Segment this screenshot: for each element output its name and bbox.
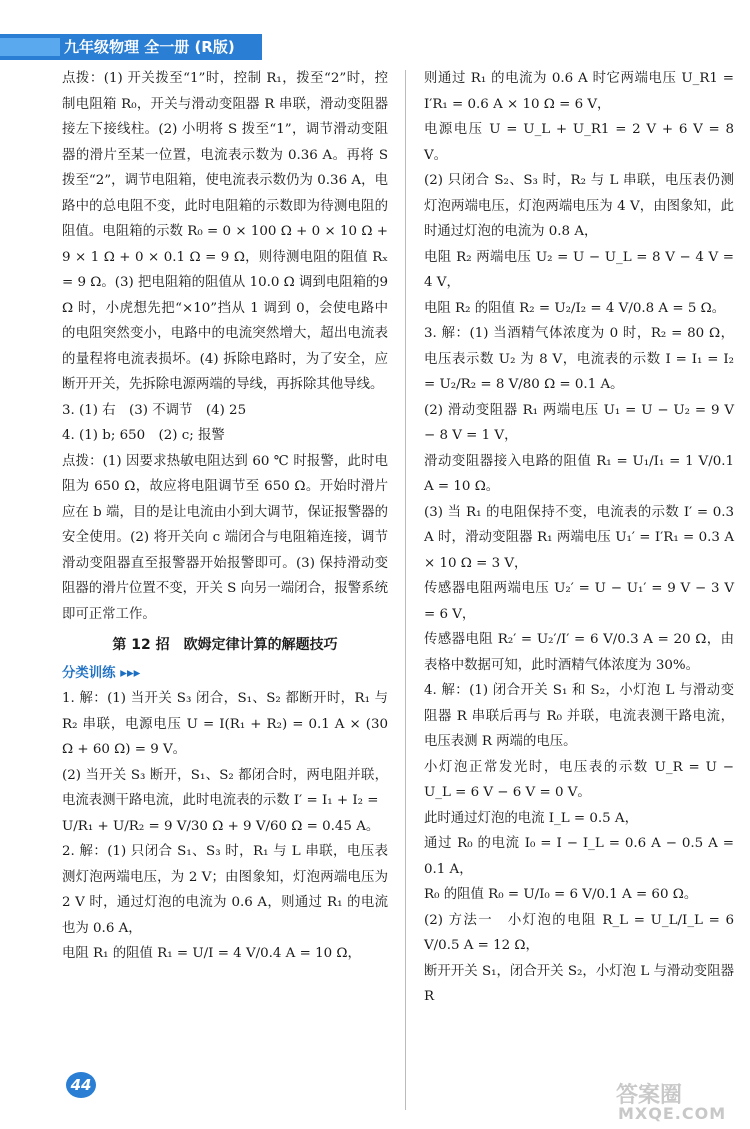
right-line-3: (2) 只闭合 S₂、S₃ 时，R₂ 与 L 串联，电压表仍测灯泡两端电压，灯泡两端电压为 4 V，由图象知，此时通过灯泡的电流为 0.8 A，: [424, 173, 734, 239]
right-line-1: 则通过 R₁ 的电流为 0.6 A 时它两端电压 U_R1 = I′R₁ = 0.6 A × 10 Ω = 6 V，: [424, 71, 734, 112]
right-line-9: (3) 当 R₁ 的电阻保持不变，电流表的示数 I′ = 0.3 A 时，滑动变阻器 R₁ 两端电压 U₁′ = I′R₁ = 0.3 A × 10 Ω = 3 V，: [424, 504, 734, 571]
answer-3: 3. (1) 右 (3) 不调节 (4) 25: [62, 402, 247, 418]
right-line-7: (2) 滑动变阻器 R₁ 两端电压 U₁ = U − U₂ = 9 V − 8 V = 1 V，: [424, 402, 734, 443]
right-column: [424, 66, 734, 1010]
right-line-2: 电源电压 U = U_L + U_R1 = 2 V + 6 V = 8 V。: [424, 122, 734, 163]
solution-2b: 电阻 R₁ 的阻值 R₁ = U/I = 4 V/0.4 A = 10 Ω，: [62, 946, 361, 961]
solution-1a: 1. 解：(1) 当开关 S₃ 闭合，S₁、S₂ 都断开时，R₁ 与 R₂ 串联，电源电压 U = I(R₁ + R₂) = 0.1 A × (30 Ω + 60 Ω) = 9 V。: [62, 691, 388, 757]
section-title: 第 12 招 欧姆定律计算的解题技巧: [112, 637, 338, 653]
left-column: [62, 66, 388, 967]
page-header-title: 九年级物理 全一册 (R版): [64, 38, 235, 56]
right-line-15: 通过 R₀ 的电流 I₀ = I − I_L = 0.6 A − 0.5 A = 0.1 A，: [424, 836, 734, 877]
right-line-11: 传感器电阻 R₂′ = U₂′/I′ = 6 V/0.3 A = 20 Ω，由表格中数据可知，此时酒精气体浓度为 30%。: [424, 632, 734, 673]
page-number: 44: [66, 1072, 96, 1098]
column-divider: [405, 70, 406, 1110]
right-line-18: 断开开关 S₁，闭合开关 S₂，小灯泡 L 与滑动变阻器 R: [424, 963, 734, 1004]
right-line-6: 3. 解：(1) 当酒精气体浓度为 0 时，R₂ = 80 Ω，电压表示数 U₂ 为 8 V，电流表的示数 I = I₁ = I₂ = U₂/R₂ = 8 V/80 Ω = 0.1 A。: [424, 326, 734, 392]
solution-1c: U/R₁ + U/R₂ = 9 V/30 Ω + 9 V/60 Ω = 0.45 A。: [62, 818, 380, 834]
solution-1b: (2) 当开关 S₃ 断开，S₁、S₂ 都闭合时，两电阻并联，电流表测干路电流，此时电流表的示数 I′ = I₁ + I₂ =: [62, 767, 388, 808]
right-line-13: 小灯泡正常发光时，电压表的示数 U_R = U − U_L = 6 V − 6 V = 0 V。: [424, 759, 734, 800]
watermark-url: MXQE.COM: [618, 1104, 727, 1123]
hint-paragraph-1: 点拨：(1) 开关拨至“1”时，控制 R₁，拨至“2”时，控制电阻箱 R₀，开关与滑动变阻器 R 串联，滑动变阻器接左下接线柱。(2) 小明将 S 拨至“1”，调节滑动变阻器的滑片至某一位置，电流表示数为 0.36 A。再将 S 拨至“2”，调节电阻箱，使电流表示数仍为 0.36 A，电路中的总电阻不变，此时电阻箱的示数即为待测电阻的阻值。电阻箱的示数 R₀ = 0 × 100 Ω + 0 × 10 Ω + 9 × 1 Ω + 0 × 0.1 Ω = 9 Ω，则待测电阻的阻值 Rₓ = 9 Ω。(3) 把电阻箱的阻值从 10.0 Ω 调到电阻箱的9 Ω 时，小虎想先把“×10”挡从 1 调到 0，会使电路中的电阻突然变小，电路中的电流突然增大，超出电流表的量程将电流表损坏。(4) 拆除电路时，为了安全，应断开开关，先拆除电源两端的导线，再拆除其他导线。: [62, 71, 388, 392]
right-line-17: (2) 方法一 小灯泡的电阻 R_L = U_L/I_L = 6 V/0.5 A = 12 Ω，: [424, 912, 734, 953]
hint-paragraph-4: 点拨：(1) 因要求热敏电阻达到 60 ℃ 时报警，此时电阻为 650 Ω，故应将电阻调节至 650 Ω。开始时滑片应在 b 端，目的是让电流由小到大调节，保证报警器的安全使用。(2) 将开关向 c 端闭合与电阻箱连接，调节滑动变阻器直至报警器开始报警即可。(3) 保持滑动变阻器的滑片位置不变，开关 S 向另一端闭合，报警系统即可正常工作。: [62, 453, 388, 622]
right-line-8: 滑动变阻器接入电路的阻值 R₁ = U₁/I₁ = 1 V/0.1 A = 10 Ω。: [424, 453, 734, 494]
right-line-10: 传感器电阻两端电压 U₂′ = U − U₁′ = 9 V − 3 V = 6 V，: [424, 581, 734, 622]
subsection-heading: 分类训练 ▸▸▸: [62, 665, 141, 681]
watermark-text: 答案圈: [616, 1083, 683, 1108]
solution-2a: 2. 解：(1) 只闭合 S₁、S₃ 时，R₁ 与 L 串联，电压表测灯泡两端电压，为 2 V；由图象知，灯泡两端电压为 2 V 时，通过灯泡的电流为 0.6 A，则通过 R₁ 的电流也为 0.6 A，: [62, 844, 388, 936]
header-accent: [0, 38, 60, 56]
right-line-5: 电阻 R₂ 的阻值 R₂ = U₂/I₂ = 4 V/0.8 A = 5 Ω。: [424, 300, 726, 316]
right-line-12: 4. 解：(1) 闭合开关 S₁ 和 S₂，小灯泡 L 与滑动变阻器 R 串联后再与 R₀ 并联，电流表测干路电流，电压表测 R 两端的电压。: [424, 683, 734, 749]
right-line-16: R₀ 的阻值 R₀ = U/I₀ = 6 V/0.1 A = 60 Ω。: [424, 887, 698, 902]
right-line-14: 此时通过灯泡的电流 I_L = 0.5 A，: [424, 810, 638, 826]
right-line-4: 电阻 R₂ 两端电压 U₂ = U − U_L = 8 V − 4 V = 4 V，: [424, 249, 734, 290]
answer-4: 4. (1) b; 650 (2) c; 报警: [62, 428, 225, 443]
